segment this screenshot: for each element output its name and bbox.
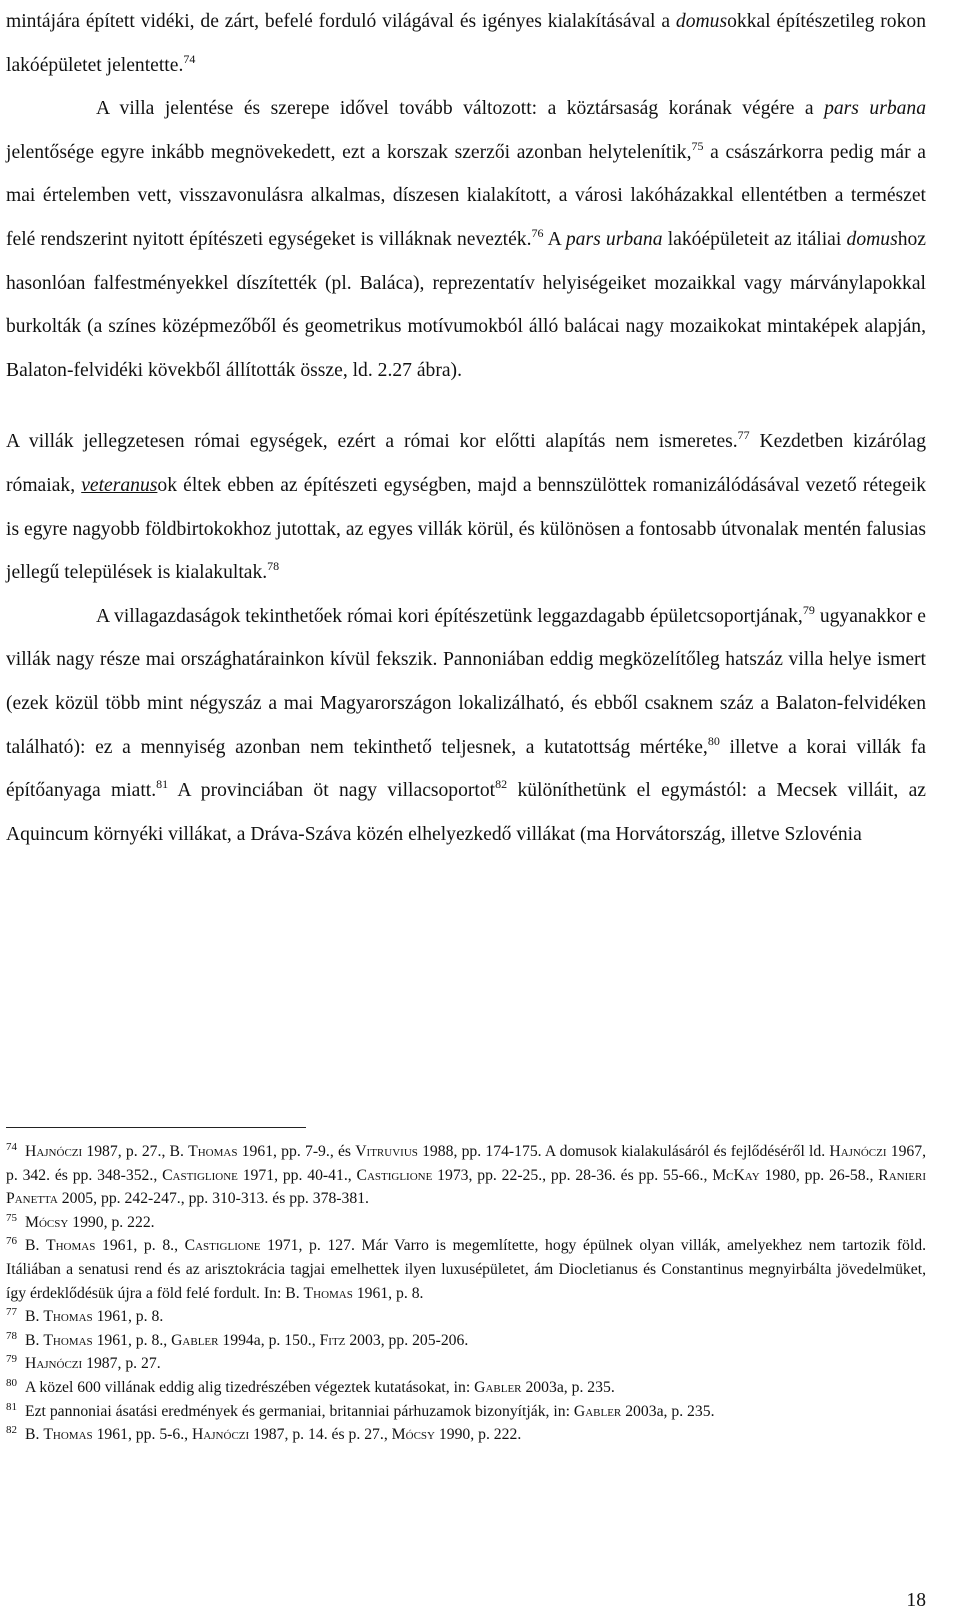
- text-run: 1961, pp. 7-9., és: [237, 1143, 356, 1160]
- author-name: Thomas: [43, 1331, 93, 1349]
- text-run: A villa jelentése és szerepe idővel tovább változott: a köztársaság korának végére a: [96, 98, 825, 120]
- text-run: 1987, p. 27.: [82, 1355, 161, 1373]
- author-name: Hajnóczi: [829, 1143, 887, 1160]
- text-run: 1961, p. 8.,: [95, 1237, 185, 1255]
- footnote: [6, 1211, 926, 1235]
- text-run: illetve a korai villák fa építőanyaga miatt.: [6, 736, 926, 802]
- text-run: a császárkorra pedig már a mai értelemben vett, visszavonulásra alkalmas, díszesen kialakított, a városi lakóházakkal ellentétben a természet felé rendszerint nyitott építészeti egységeket is villáknak nevezték.: [6, 141, 926, 250]
- paragraph: [6, 595, 926, 857]
- footnote-number: 79: [6, 1353, 17, 1366]
- author-name: Gabler: [474, 1378, 522, 1396]
- footnote: [6, 1400, 926, 1424]
- italic-term: pars urbana: [824, 98, 927, 120]
- text-run: A villagazdaságok tekinthetőek római kori építészetünk leggazdagabb épületcsoportjának,: [96, 605, 803, 627]
- author-name: Hajnóczi: [25, 1143, 83, 1160]
- author-name: Mócsy: [391, 1426, 435, 1444]
- text-run: B.: [25, 1308, 44, 1326]
- text-run: 2003a, p. 235.: [621, 1402, 715, 1420]
- author-name: Vitruvius: [355, 1143, 418, 1160]
- footnote-number: 74: [6, 1141, 17, 1153]
- author-name: Thomas: [188, 1143, 238, 1160]
- footnote-number: 80: [6, 1376, 17, 1389]
- text-run: 1961, p. 8.: [352, 1284, 424, 1302]
- footnote-text: [25, 1426, 521, 1443]
- author-name: Hajnóczi: [25, 1355, 83, 1373]
- paragraph: [6, 87, 926, 392]
- text-run: 1988, pp. 174-175. A domusok kialakulásáról és fejlődéséről ld.: [417, 1143, 830, 1160]
- footnote-text: [25, 1214, 155, 1231]
- text-run: 1994a, p. 150.,: [218, 1331, 320, 1349]
- footnote-text: [6, 1237, 926, 1301]
- text-run: Kezdetben kizárólag rómaiak,: [6, 431, 926, 496]
- footnote: [6, 1329, 926, 1353]
- text-run: 1967, p. 342. és pp. 348-352.,: [6, 1143, 927, 1184]
- text-run: B.: [25, 1237, 47, 1255]
- footnote-reference: 74: [183, 51, 196, 66]
- text-run: 1961, p. 8.,: [92, 1331, 172, 1349]
- footnote: [6, 1305, 926, 1329]
- italic-underlined-term: veteranus: [81, 474, 158, 496]
- text-run: 1990, p. 222.: [68, 1213, 155, 1231]
- text-run: 1980, pp. 26-58.,: [759, 1166, 879, 1184]
- italic-term: domus: [846, 228, 898, 250]
- text-run: jelentősége egyre inkább megnövekedett, ezt a korszak szerzői azonban helytelenítik,: [6, 141, 692, 163]
- footnote: [6, 1352, 926, 1376]
- footnote-reference: 80: [707, 733, 720, 748]
- text-run: 2005, pp. 242-247., pp. 310-313. és pp. 378-381.: [57, 1190, 369, 1208]
- footnote: [6, 1376, 926, 1400]
- text-run: 1961, pp. 5-6.,: [92, 1426, 192, 1444]
- footnote-reference: 76: [531, 225, 544, 240]
- footnote-number: 78: [6, 1329, 17, 1342]
- footnote-number: 82: [6, 1424, 17, 1437]
- footnote-text: [25, 1403, 715, 1420]
- footnote-text: [6, 1143, 926, 1207]
- text-run: mintájára épített vidéki, de zárt, befelé forduló világával és igényes kialakításával a: [6, 11, 676, 32]
- text-run: 1971, pp. 40-41.,: [237, 1166, 357, 1184]
- author-name: Hajnóczi: [192, 1426, 250, 1444]
- text-run: A villák jellegzetesen római egységek, ezért a római kor előtti alapítás nem ismeretes.: [6, 431, 738, 453]
- text-run: 1987, p. 14. és p. 27.,: [249, 1426, 392, 1444]
- text-run: ugyanakkor e villák nagy része mai országhatárainkon kívül fekszik. Pannoniában eddig megközelítőleg hatszáz villa helye ismert (ezek közül több mint négyszáz a mai Magyarországon lokalizálható, és ebből csaknem száz a Balaton-felvidéken található): ez a mennyiség azonban nem tekinthető teljesnek, a kutatottság mértéke,: [6, 605, 926, 758]
- page-number: 18: [906, 1590, 926, 1611]
- footnote-reference: 82: [495, 777, 508, 792]
- paragraph: [6, 0, 926, 87]
- footnote-reference: 81: [156, 777, 169, 792]
- author-name: Thomas: [43, 1426, 93, 1444]
- footnote: [6, 1423, 926, 1447]
- text-run: Ezt pannoniai ásatási eredmények és germaniai, britanniai párhuzamok bizonyítják, in:: [25, 1402, 574, 1420]
- footnote-reference: 79: [802, 602, 815, 617]
- author-name: Gabler: [573, 1402, 622, 1420]
- footnote-text: [25, 1308, 163, 1325]
- text-run: 1961, p. 8.: [92, 1308, 164, 1326]
- text-run: 1990, p. 222.: [434, 1426, 522, 1444]
- footnote-text: [25, 1332, 468, 1349]
- footnote-text: [25, 1379, 615, 1396]
- text-run: 1971, p. 127. Már Varro is megemlítette, hogy épülnek olyan villák, amelyekhez nem tartozik föld. Itáliában a senatusi rend és az arisztokrácia tagjai emelhettek ilyen luxusépületet, ám Diocletianus és Constantinus megnyirbálta jövedelmüket, így érdeklődésük újra a föld felé fordult. In: B.: [6, 1237, 927, 1302]
- paragraph: [6, 420, 926, 594]
- author-name: Fitz: [319, 1331, 346, 1349]
- author-name: Thomas: [303, 1284, 353, 1302]
- text-run: lakóépületeit az itáliai: [662, 228, 847, 250]
- author-name: Thomas: [43, 1308, 93, 1326]
- author-name: Mócsy: [25, 1213, 69, 1231]
- text-run: hoz hasonlóan falfestményekkel díszítették (pl. Baláca), reprezentatív helyiségeiket mozaikkal vagy márványlapokkal burkolták (a színes középmezőből és geometrikus motívumokból álló balácai nagy mozaikokat mintaképek alapján, Balaton-felvidéki kövekből állították össze, ld. 2.27 ábra).: [6, 228, 926, 381]
- italic-term: pars urbana: [565, 228, 663, 250]
- author-name: Castiglione: [356, 1166, 433, 1184]
- text-run: A provinciában öt nagy villacsoportot: [168, 780, 496, 802]
- footnote-reference: 78: [267, 559, 280, 574]
- author-name: Gabler: [171, 1331, 219, 1349]
- footnote-number: 76: [6, 1235, 17, 1248]
- text-run: 2003, pp. 205-206.: [345, 1331, 469, 1349]
- footnote: [6, 1140, 926, 1211]
- author-name: Thomas: [46, 1237, 96, 1255]
- text-run: ok éltek ebben az építészeti egységben, majd a bennszülöttek romanizálódásával vezető rétegeik is egyre nagyobb földbirtokokhoz jutottak, az egyes villák körül, és különösen a fontosabb útvonalak mentén falusias jellegű települések is kialakultak.: [6, 474, 926, 584]
- text-run: A: [543, 228, 566, 250]
- author-name: Castiglione: [184, 1237, 261, 1255]
- text-run: 2003a, p. 235.: [521, 1378, 615, 1396]
- footnote-separator: [6, 1127, 306, 1128]
- author-name: McKay: [712, 1166, 760, 1184]
- text-run: okkal építészetileg rokon lakóépületet jelentette.: [6, 11, 926, 76]
- footnote-text: [25, 1355, 161, 1372]
- text-run: 1987, p. 27., B.: [82, 1143, 189, 1160]
- text-run: különíthetünk el egymástól: a Mecsek villáit, az Aquincum környéki villákat, a Dráva-Száva közén elhelyezkedő villákat (ma Horvátország, illetve Szlovénia: [6, 780, 926, 845]
- footnote-number: 75: [6, 1211, 17, 1224]
- footnote-number: 77: [6, 1306, 17, 1319]
- author-name: Castiglione: [162, 1166, 238, 1184]
- text-run: A közel 600 villának eddig alig tizedrészében végeztek kutatásokat, in:: [25, 1378, 475, 1396]
- footnote: [6, 1234, 926, 1305]
- body-text: [6, 0, 926, 856]
- italic-term: domus: [675, 11, 728, 32]
- author-name: Ranieri Panetta: [6, 1166, 926, 1208]
- footnotes: [6, 1140, 926, 1447]
- text-run: 1973, pp. 22-25., pp. 28-36. és pp. 55-66.,: [432, 1166, 713, 1184]
- footnote-number: 81: [6, 1400, 17, 1413]
- text-run: B.: [25, 1331, 44, 1349]
- footnote-reference: 75: [691, 138, 704, 153]
- footnote-reference: 77: [737, 428, 750, 443]
- text-run: B.: [25, 1426, 44, 1444]
